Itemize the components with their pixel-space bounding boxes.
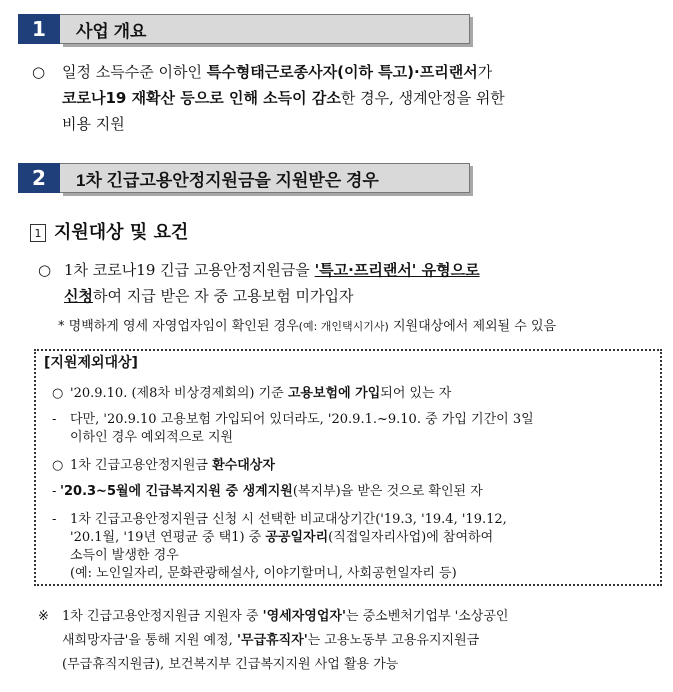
note xyxy=(58,317,556,337)
text: 새희망자금'을 통해 지원 예정, xyxy=(62,633,237,648)
dash: - xyxy=(52,412,57,427)
text-bold: 공공일자리 xyxy=(265,530,329,545)
section-1-line-1 xyxy=(62,60,492,84)
text: * 명백하게 영세 자영업자임이 확인된 경우 xyxy=(58,319,299,334)
footnote-line-2 xyxy=(62,631,479,651)
section-2-title: 1차 긴급고용안정지원금을 지원받은 경우 xyxy=(60,163,470,193)
text: 되어 있는 자 xyxy=(380,386,452,401)
text: '20.1월, '19년 연평균 중 택1) 중 xyxy=(70,530,266,545)
text: (직접일자리사업)에 참여하여 xyxy=(328,530,494,545)
exclusion-item-1 xyxy=(70,384,451,404)
bullet: ○ xyxy=(52,458,64,473)
text-bold: 코로나19 재확산 등으로 인해 소득이 감소 xyxy=(62,89,341,107)
section-1-line-3: 비용 지원 xyxy=(62,115,125,133)
sub-heading: 지원대상 및 요건 xyxy=(54,222,189,243)
text-bold: '무급휴직자' xyxy=(236,633,308,648)
exclusion-item-1-sub-line-1: 다만, '20.9.10 고용보험 가입되어 있더라도, '20.9.1.~9.10. 중 가입 기간이 3일 xyxy=(70,412,534,427)
exclusion-item-2-sub-2-line-2 xyxy=(70,528,493,548)
section-1-title: 사업 개요 xyxy=(60,14,470,44)
text: 한 경우, 생계안정을 위한 xyxy=(340,89,505,107)
sub-number-box: 1 xyxy=(30,224,46,242)
exclusion-item-1-sub-line-2: 이하인 경우 예외적으로 지원 xyxy=(70,430,234,445)
section-2-bullet: ○ xyxy=(38,261,52,279)
exclusion-item-2-sub-2-line-4: (예: 노인일자리, 문화관광해설사, 이야기할머니, 사회공헌일자리 등) xyxy=(70,566,457,581)
exclusion-item-2-sub-2-line-3: 소득이 발생한 경우 xyxy=(70,548,179,563)
exclusion-item-2 xyxy=(70,456,275,476)
text: 는 고용노동부 고용유지지원금 xyxy=(307,633,480,648)
text-bold: '20.3~5월에 긴급복지지원 중 생계지원 xyxy=(60,484,293,499)
exclusion-item-2-sub-1 xyxy=(60,482,483,502)
section-2-line-1 xyxy=(64,258,480,282)
text: 일정 소득수준 이하인 xyxy=(62,63,207,81)
bullet: ○ xyxy=(52,386,64,401)
text: 1차 긴급고용안정지원금 지원자 중 xyxy=(62,609,263,624)
dash: - xyxy=(52,484,57,499)
section-1-number: 1 xyxy=(18,14,60,44)
exclusion-title: [지원제외대상] xyxy=(44,355,138,371)
text-bold: 환수대상자 xyxy=(212,458,275,473)
text: 지원대상에서 제외될 수 있음 xyxy=(388,319,557,334)
text: (복지부)을 받은 것으로 확인된 자 xyxy=(292,484,483,499)
footnote-line-3: (무급휴직지원금), 보건복지부 긴급복지지원 사업 활용 가능 xyxy=(62,657,399,672)
dash: - xyxy=(52,512,57,527)
text: 1차 코로나19 긴급 고용안정지원금을 xyxy=(64,261,315,279)
text-bold-underline: 신청 xyxy=(64,287,93,305)
text-bold: 고용보험에 가입 xyxy=(287,386,381,401)
text: 1차 긴급고용안정지원금 xyxy=(70,458,213,473)
section-2-number: 2 xyxy=(18,163,60,193)
footnote-mark: ※ xyxy=(38,609,49,624)
section-2-line-2 xyxy=(64,284,353,308)
text: 가 xyxy=(477,63,493,81)
text: '20.9.10. (제8차 비상경제회의) 기준 xyxy=(70,386,288,401)
footnote-line-1 xyxy=(62,607,508,627)
text-bold: 특수형태근로종사자(이하 특고)·프리랜서 xyxy=(206,63,478,81)
text: 하여 지급 받은 자 중 고용보험 미가입자 xyxy=(92,287,354,305)
text-small: (예: 개인택시기사) xyxy=(298,320,389,333)
section-1-line-2 xyxy=(62,86,505,110)
text: 는 중소벤처기업부 '소상공인 xyxy=(345,609,509,624)
text-bold: '영세자영업자' xyxy=(262,609,346,624)
exclusion-item-2-sub-2-line-1: 1차 긴급고용안정지원금 신청 시 선택한 비교대상기간('19.3, '19.4, '19.12, xyxy=(70,512,507,527)
text-bold-underline: '특고·프리랜서' 유형으로 xyxy=(314,261,480,279)
section-1-bullet: ○ xyxy=(32,63,46,81)
